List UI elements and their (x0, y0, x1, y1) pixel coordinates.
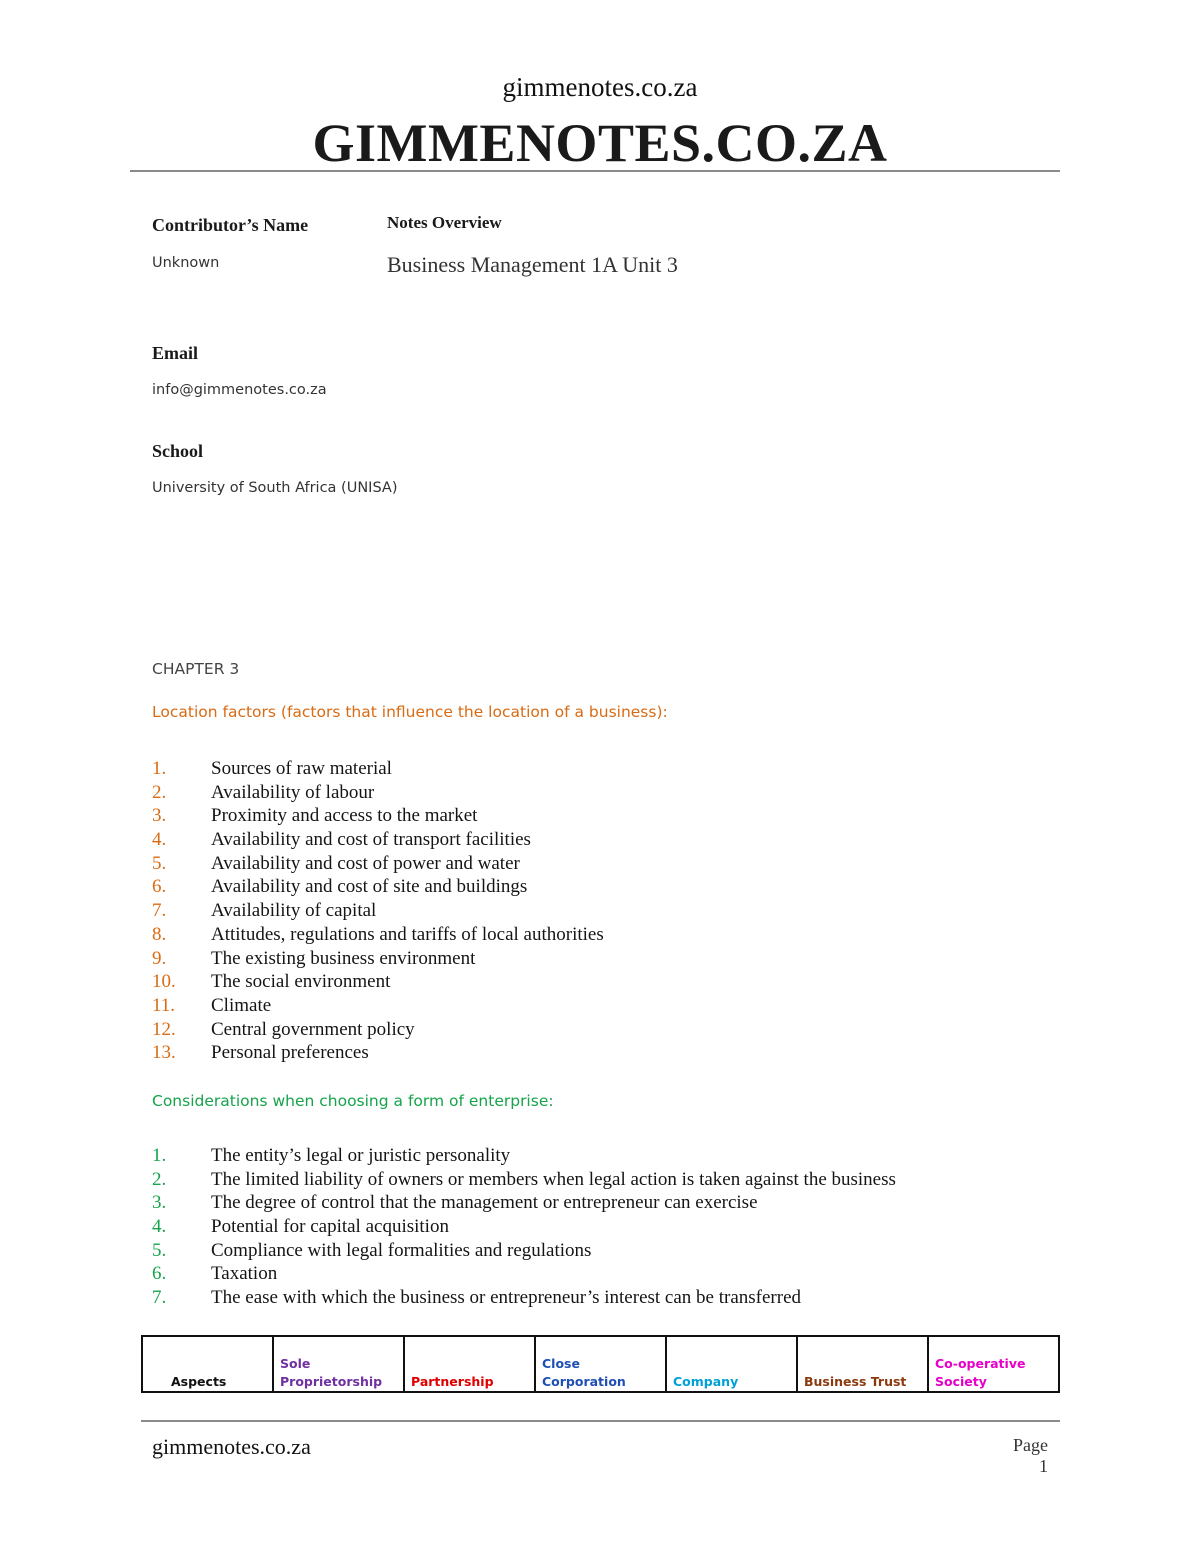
list-item-number: 6. (152, 876, 167, 898)
email-value: info@gimmenotes.co.za (152, 382, 327, 398)
page-number: Page 1 (1013, 1435, 1048, 1476)
location-factors-list (152, 757, 1052, 1065)
list-item-number: 4. (152, 829, 167, 851)
list-item-number: 9. (152, 947, 167, 969)
list-item (152, 804, 1052, 828)
list-item-text: Sources of raw material (211, 758, 392, 779)
notes-overview-value: Business Management 1A Unit 3 (387, 252, 678, 277)
table-header-row (142, 1336, 1059, 1392)
list-item-number: 2. (152, 781, 167, 803)
list-item-text: Proximity and access to the market (211, 805, 478, 827)
list-item-text: Availability and cost of power and water (211, 852, 520, 874)
email-label: Email (152, 343, 199, 363)
list-item (152, 994, 1052, 1018)
list-item-text: Personal preferences (211, 1042, 369, 1064)
enterprise-forms-table (141, 1335, 1060, 1393)
site-url-header: gimmenotes.co.za (502, 72, 698, 102)
list-item-number: 6. (152, 1263, 167, 1285)
list-item-text: The existing business environment (211, 947, 476, 969)
list-item-number: 5. (152, 1239, 167, 1261)
list-item (152, 1286, 1052, 1310)
contributor-label: Contributor’s Name (152, 215, 309, 235)
list-item (152, 970, 1052, 994)
list-item-text: The entity’s legal or juristic personality (211, 1145, 511, 1166)
list-item (152, 923, 1052, 947)
list-item-text: Taxation (211, 1263, 278, 1285)
list-item-number: 4. (152, 1216, 167, 1238)
list-item-text: Climate (211, 994, 272, 1016)
footer-site-url: gimmenotes.co.za (152, 1434, 311, 1459)
list-item (152, 1018, 1052, 1042)
list-item-text: Attitudes, regulations and tariffs of local authorities (211, 923, 604, 945)
list-item (152, 781, 1052, 805)
list-item (152, 1215, 1052, 1239)
list-item (152, 1239, 1052, 1263)
list-item (152, 1041, 1052, 1065)
header-divider (130, 170, 1060, 172)
list-item (152, 899, 1052, 923)
list-item-text: Availability and cost of site and buildings (211, 876, 528, 898)
list-item-text: The limited liability of owners or members when legal action is taken against the business (211, 1168, 896, 1190)
list-item-text: The social environment (211, 971, 391, 993)
list-item-number: 7. (152, 1287, 167, 1309)
table-header-cell: Business Trust (797, 1336, 928, 1392)
school-label: School (152, 441, 204, 461)
list-item (152, 1168, 1052, 1192)
list-item-number: 12. (152, 1018, 176, 1040)
list-item-text: Availability of capital (211, 900, 377, 922)
location-factors-heading: Location factors (factors that influence the location of a business): (152, 703, 668, 721)
list-item-number: 2. (152, 1168, 167, 1190)
list-item-text: Potential for capital acquisition (211, 1216, 449, 1238)
footer-divider (141, 1420, 1060, 1422)
list-item-text: Availability of labour (211, 781, 375, 803)
list-item-text: The ease with which the business or entrepreneur’s interest can be transferred (211, 1287, 802, 1309)
list-item-number: 5. (152, 852, 167, 874)
list-item (152, 947, 1052, 971)
enterprise-considerations-list (152, 1144, 1052, 1310)
site-title: GIMMENOTES.CO.ZA (312, 113, 888, 173)
notes-overview-label: Notes Overview (387, 213, 502, 232)
list-item-number: 7. (152, 900, 167, 922)
list-item (152, 1144, 1052, 1168)
list-item-number: 1. (152, 1145, 167, 1166)
list-item (152, 852, 1052, 876)
list-item (152, 1262, 1052, 1286)
contributor-value: Unknown (152, 255, 220, 271)
table-header-cell: Partnership (404, 1336, 535, 1392)
table-header-cell: Co-operative Society (928, 1336, 1059, 1392)
list-item-text: Central government policy (211, 1018, 415, 1040)
list-item-number: 10. (152, 971, 176, 993)
list-item (152, 828, 1052, 852)
list-item-number: 1. (152, 758, 167, 779)
list-item (152, 875, 1052, 899)
table-header-cell: Aspects (142, 1336, 273, 1392)
table-header-cell: Company (666, 1336, 797, 1392)
table-header-cell: Sole Proprietorship (273, 1336, 404, 1392)
list-item-number: 3. (152, 1192, 167, 1214)
list-item-text: Compliance with legal formalities and regulations (211, 1239, 592, 1261)
chapter-heading: CHAPTER 3 (152, 660, 240, 678)
list-item-number: 11. (152, 994, 176, 1016)
table-header-cell: Close Corporation (535, 1336, 666, 1392)
list-item-number: 8. (152, 923, 167, 945)
list-item-text: Availability and cost of transport facilities (211, 829, 531, 851)
list-item-number: 3. (152, 805, 167, 827)
list-item (152, 1191, 1052, 1215)
school-value: University of South Africa (UNISA) (152, 480, 398, 496)
list-item (152, 757, 1052, 781)
list-item-number: 13. (152, 1042, 176, 1064)
enterprise-considerations-heading: Considerations when choosing a form of enterprise: (152, 1092, 554, 1110)
list-item-text: The degree of control that the management or entrepreneur can exercise (211, 1192, 758, 1214)
